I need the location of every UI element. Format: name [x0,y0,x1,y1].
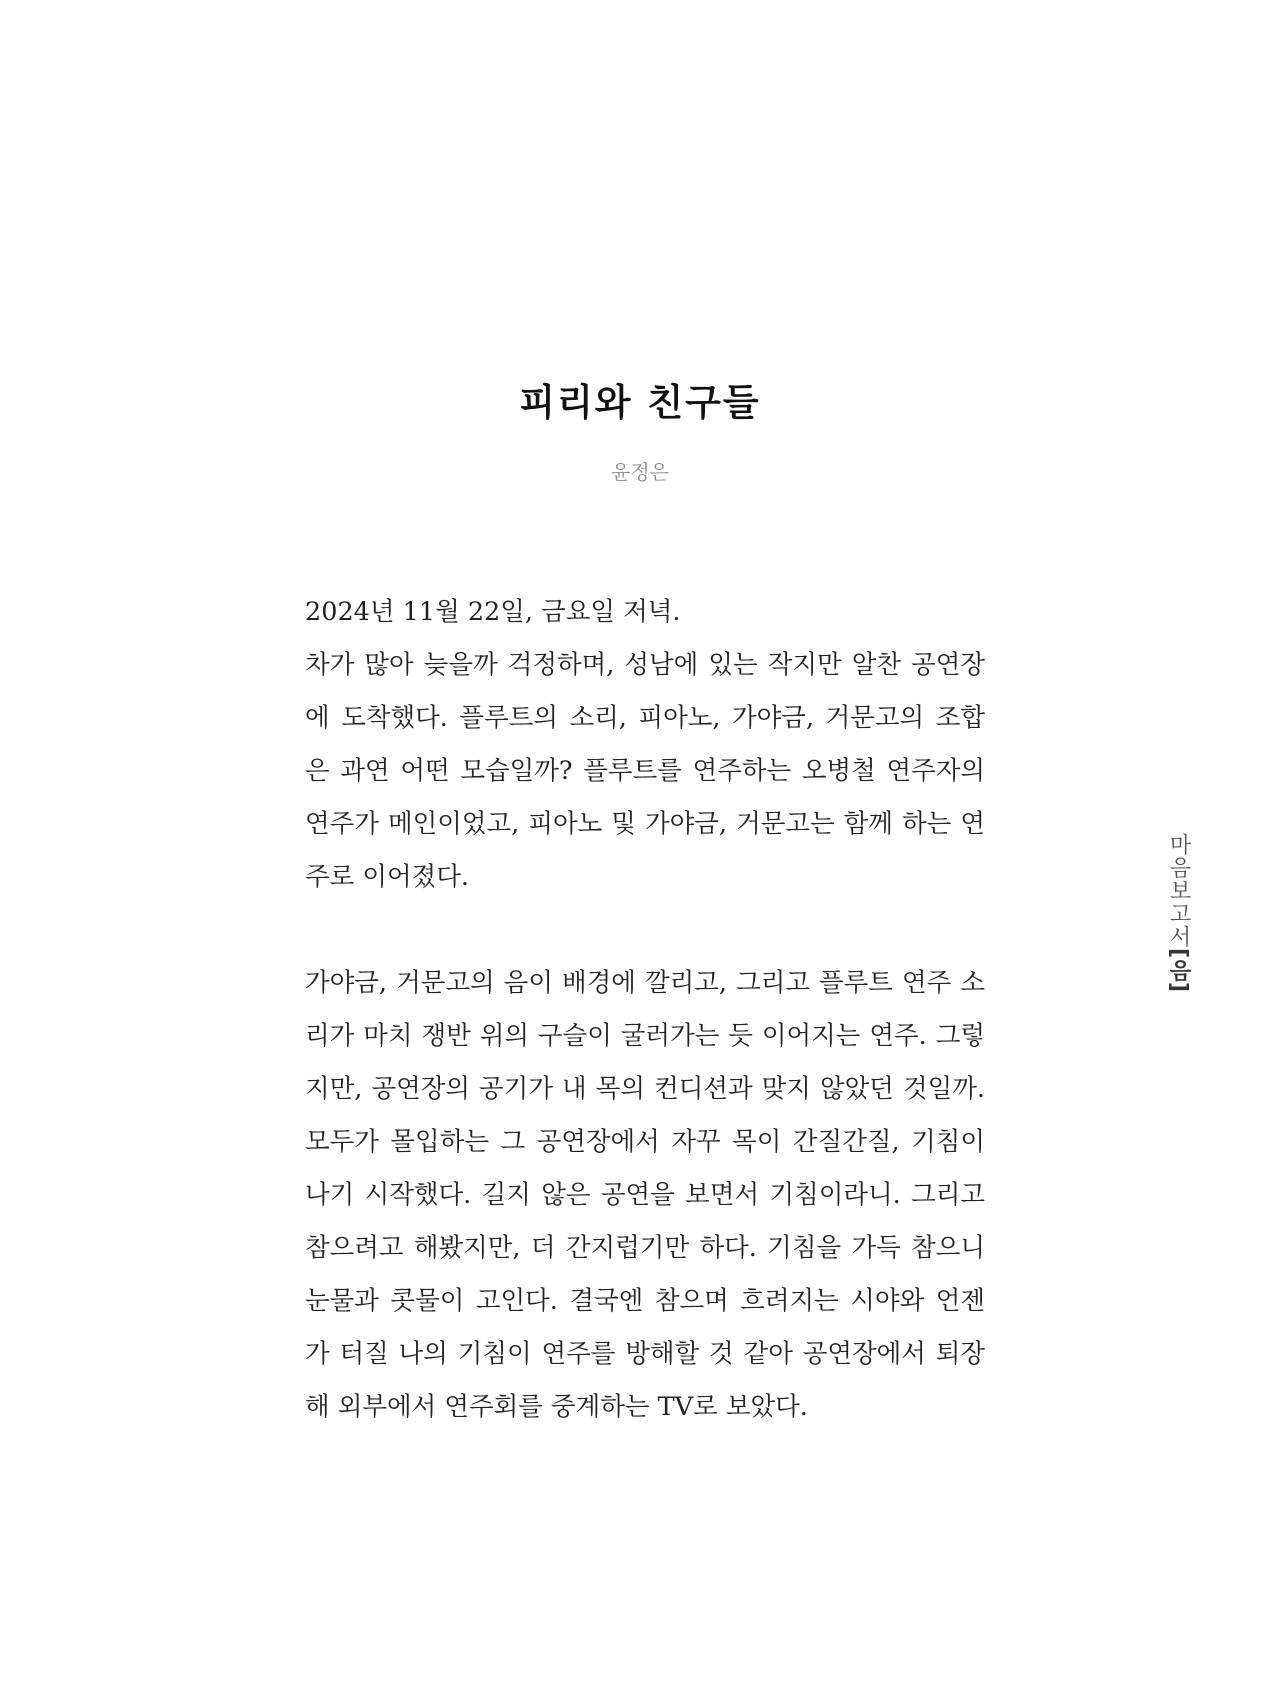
side-label-mark: [음] [1166,948,1191,994]
side-label-text: 마음보고서 [1166,833,1191,948]
article-author: 윤정은 [611,460,669,484]
article-title: 피리와 친구들 [519,380,761,424]
article-body [305,586,985,1434]
paragraph-1 [305,586,985,904]
side-section-label [1163,833,1194,993]
date-line: 2024년 11월 22일, 금요일 저녁. [305,597,681,627]
paragraph-1-text: 차가 많아 늦을까 걱정하며, 성남에 있는 작지만 알찬 공연장에 도착했다. 플루트의 소리, 피아노, 가야금, 거문고의 조합은 과연 어떤 모습일까? 플루트를 연주하는 오병철 연주자의 연주가 메인이었고, 피아노 및 가야금, 거문고는 함께 하는 연주로 이어졌다. [305,650,985,892]
paragraph-2: 가야금, 거문고의 음이 배경에 깔리고, 그리고 플루트 연주 소리가 마치 쟁반 위의 구슬이 굴러가는 듯 이어지는 연주. 그렇지만, 공연장의 공기가 내 목의 컨디션과 맞지 않았던 것일까. 모두가 몰입하는 그 공연장에서 자꾸 목이 간질간질, 기침이 나기 시작했다. 길지 않은 공연을 보면서 기침이라니. 그리고 참으려고 해봤지만, 더 간지럽기만 하다. 기침을 가득 참으니 눈물과 콧물이 고인다. 결국엔 참으며 흐려지는 시야와 언젠가 터질 나의 기침이 연주를 방해할 것 같아 공연장에서 퇴장해 외부에서 연주회를 중계하는 TV로 보았다. [305,968,985,1422]
